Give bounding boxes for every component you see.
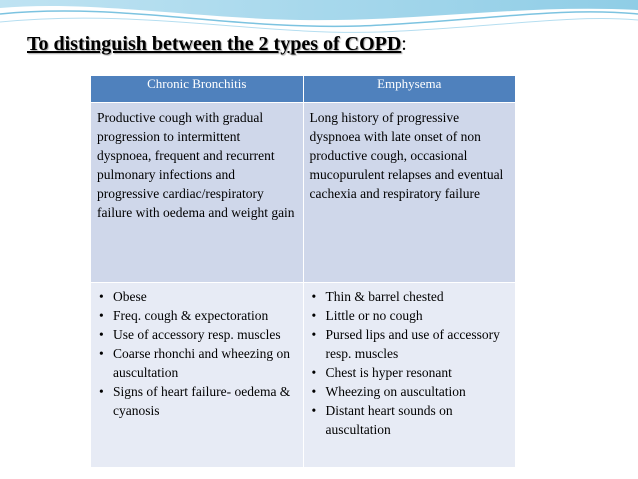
list-item: • Coarse rhonchi and wheezing on auscultation <box>97 344 297 382</box>
slide-title-text: To distinguish between the 2 types of COPD <box>27 33 402 55</box>
header-emphysema: Emphysema <box>303 76 516 103</box>
bronchitis-signs-list <box>97 287 297 420</box>
list-item: • Thin & barrel chested <box>310 287 510 306</box>
list-item: • Signs of heart failure- oedema & cyanosis <box>97 382 297 420</box>
list-item: • Obese <box>97 287 297 306</box>
list-item: • Little or no cough <box>310 306 510 325</box>
header-chronic-bronchitis: Chronic Bronchitis <box>91 76 304 103</box>
emphysema-signs-list <box>310 287 510 439</box>
list-item: • Use of accessory resp. muscles <box>97 325 297 344</box>
cell-emphysema-signs <box>303 283 516 468</box>
list-item: • Distant heart sounds on auscultation <box>310 401 510 439</box>
cell-bronchitis-history: Productive cough with gradual progression to intermittent dyspnoea, frequent and recurrent pulmonary infections and progressive cardiac/respiratory failure with oedema and weight gain <box>91 103 304 283</box>
list-item: • Freq. cough & expectoration <box>97 306 297 325</box>
table-header-row <box>91 76 516 103</box>
list-item: • Chest is hyper resonant <box>310 363 510 382</box>
cell-bronchitis-signs <box>91 283 304 468</box>
table-row <box>91 103 516 283</box>
cell-emphysema-history: Long history of progressive dyspnoea with late onset of non productive cough, occasional mucopurulent relapses and eventual cachexia and respiratory failure <box>303 103 516 283</box>
slide-title-colon: : <box>401 33 407 55</box>
table-row <box>91 283 516 468</box>
list-item: • Pursed lips and use of accessory resp. muscles <box>310 325 510 363</box>
slide-title <box>27 33 407 56</box>
copd-comparison-table <box>90 75 516 468</box>
list-item: • Wheezing on auscultation <box>310 382 510 401</box>
